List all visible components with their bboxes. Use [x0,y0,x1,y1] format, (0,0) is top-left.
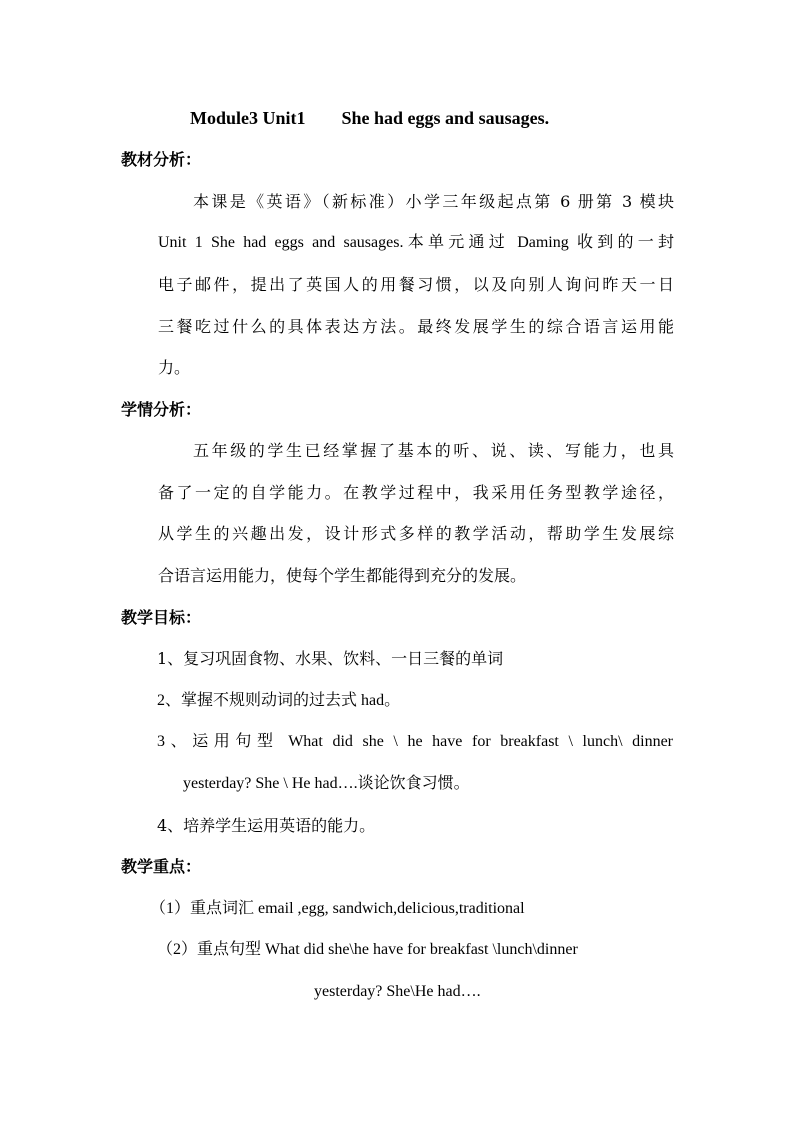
objective-item-3: 3、运用句型 What did she \ he have for breakfast \ lunch\ dinner [157,733,673,750]
heading-student-analysis: 学情分析： [121,400,202,419]
material-line-4: 三餐吃过什么的具体表达方法。最终发展学生的综合语言运用能 [158,317,674,336]
heading-teaching-objectives: 教学目标： [121,608,202,627]
students-line-1: 五年级的学生已经掌握了基本的听、说、读、写能力，也具 [193,441,674,460]
students-line-4: 合语言运用能力，使每个学生都能得到充分的发展。 [158,566,527,585]
objective-item-4: 4、培养学生运用英语的能力。 [157,816,376,835]
material-line-2: Unit 1 She had eggs and sausages.本单元通过 Daming 收到的一封 [158,234,674,251]
keypoint-sentence-pattern: （2）重点句型 What did she\he have for breakfast \lunch\dinner [157,941,578,958]
material-line-1: 本课是《英语》（新标准）小学三年级起点第 6 册第 3 模块 [193,192,674,211]
students-line-3: 从学生的兴趣出发，设计形式多样的教学活动，帮助学生发展综 [158,524,674,543]
page-title [190,106,549,130]
keypoint-vocabulary: （1）重点词汇 email ,egg, sandwich,delicious,traditional [150,900,525,917]
students-line-2: 备了一定的自学能力。在教学过程中，我采用任务型教学途径， [158,483,674,502]
title-lesson-name: She had eggs and sausages. [341,108,550,128]
objective-item-3-continued: yesterday? She \ He had….谈论饮食习惯。 [183,775,470,792]
objective-item-1: 1、复习巩固食物、水果、饮料、一日三餐的单词 [157,649,504,668]
keypoint-sentence-pattern-continued: yesterday? She\He had…. [314,983,481,1000]
material-line-5: 力。 [158,358,191,377]
title-module-unit: Module3 Unit1 [190,108,306,128]
heading-material-analysis: 教材分析： [121,150,202,169]
objective-item-2: 2、掌握不规则动词的过去式 had。 [157,692,401,709]
material-line-3: 电子邮件，提出了英国人的用餐习惯，以及向别人询问昨天一日 [158,275,674,294]
heading-key-points: 教学重点： [121,857,202,876]
